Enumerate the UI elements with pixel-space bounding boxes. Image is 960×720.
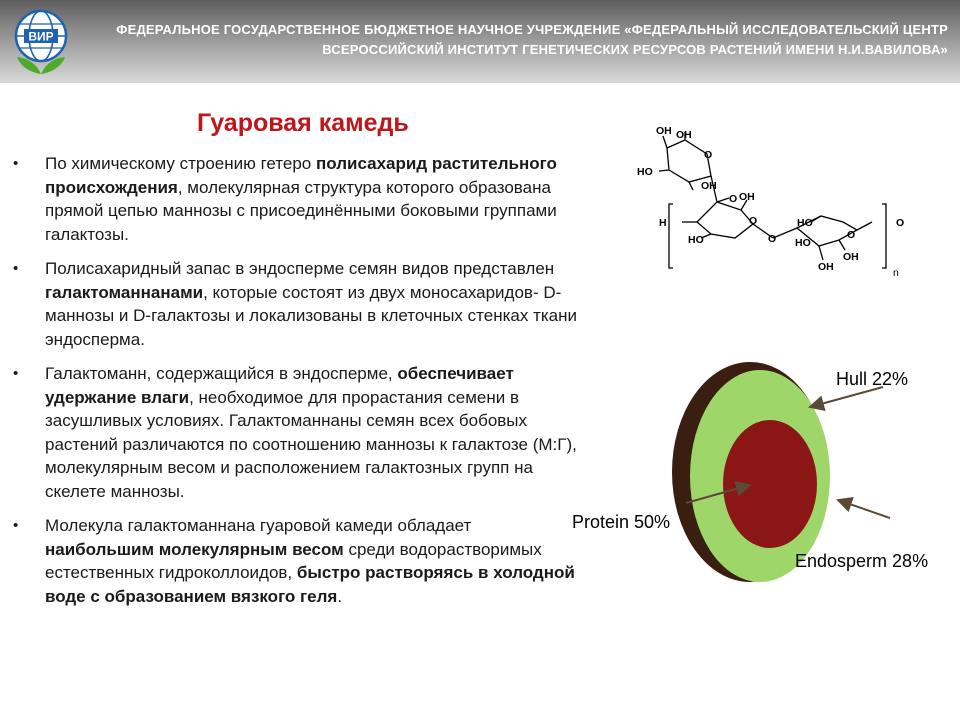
svg-text:OH: OH — [676, 129, 692, 141]
svg-text:O: O — [749, 215, 758, 227]
svg-text:ВИР: ВИР — [28, 29, 54, 44]
svg-text:HO: HO — [688, 234, 704, 246]
svg-text:OH: OH — [843, 251, 859, 263]
header-banner — [0, 0, 960, 83]
hull-pointer-arrow — [810, 387, 883, 407]
svg-text:OH: OH — [656, 125, 672, 137]
svg-text:OH: OH — [739, 191, 755, 203]
svg-text:HO: HO — [637, 166, 653, 178]
svg-text:O: O — [847, 229, 856, 241]
protein-core — [723, 420, 817, 548]
svg-text:O: O — [896, 217, 905, 229]
institution-name — [88, 20, 948, 60]
page-title: Гуаровая камедь — [197, 109, 409, 137]
svg-text:OH: OH — [818, 261, 834, 273]
protein-label: Protein 50% — [572, 512, 671, 532]
endosperm-label: Endosperm 28% — [795, 551, 929, 571]
endosperm-pointer-arrow — [838, 500, 890, 518]
svg-text:O: O — [768, 233, 777, 245]
bullet-item: • По химическому строению гетеро полисахарид растительного происхождения, молекулярная структура которого образована прямой цепью маннозы с присоединёнными боковыми группами галактозы. — [13, 152, 583, 246]
bullet-item: • Молекула галактоманнана гуаровой камеди обладает наибольшим молекулярным весом среди водорастворимых естественных гидроколлоидов, быстро растворяясь в холодной воде с образованием вязкого геля. — [13, 514, 583, 608]
institution-line-1: ФЕДЕРАЛЬНОЕ ГОСУДАРСТВЕННОЕ БЮДЖЕТНОЕ НАУЧНОЕ УЧРЕЖДЕНИЕ «ФЕДЕРАЛЬНЫЙ ИССЛЕДОВАТЕЛЬСКИЙ ЦЕНТР — [116, 22, 948, 37]
svg-text:O: O — [729, 193, 738, 205]
svg-text:HO: HO — [795, 237, 811, 249]
svg-text:H: H — [659, 217, 667, 229]
bullet-item: • Полисахаридный запас в эндосперме семян видов представлен галактоманнанами, которые состоят из двух моносахаридов- D-маннозы и D-галактозы и локализованы в клеточных стенках ткани эндосперма. — [13, 257, 583, 351]
svg-text:HO: HO — [797, 217, 813, 229]
vir-logo-icon — [10, 8, 72, 80]
svg-text:O: O — [704, 149, 713, 161]
institution-line-2: ВСЕРОССИЙСКИЙ ИНСТИТУТ ГЕНЕТИЧЕСКИХ РЕСУРСОВ РАСТЕНИЙ ИМЕНИ Н.И.ВАВИЛОВА» — [322, 42, 948, 57]
svg-text:OH: OH — [701, 180, 717, 192]
bullet-list — [13, 152, 583, 619]
bullet-item: • Галактоманн, содержащийся в эндосперме, обеспечивает удержание влаги, необходимое для прорастания семени в засушливых условиях. Галактоманнаны семян всех бобовых растений различаются по соотношению маннозы к галактозе (М:Г), молекулярным весом и расположением галактозных групп на скелете маннозы. — [13, 362, 583, 503]
svg-text:n: n — [893, 267, 899, 279]
hull-label: Hull 22% — [836, 369, 909, 389]
galactomannan-structure-diagram — [625, 118, 925, 293]
